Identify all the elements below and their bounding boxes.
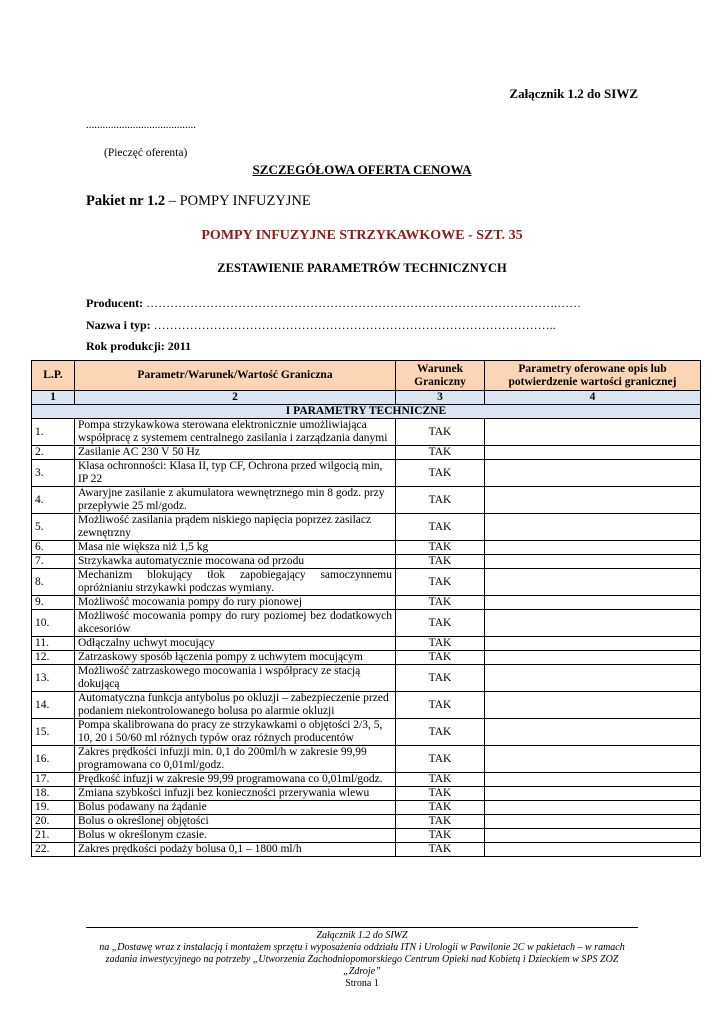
row-number: 2. xyxy=(32,446,75,460)
table-row xyxy=(32,555,701,569)
offered-value-cell xyxy=(485,446,701,460)
condition-value: TAK xyxy=(396,801,485,815)
table-row xyxy=(32,637,701,651)
parameter-text: Mechanizm blokujący tłok zapobiegający samoczynnemu opróżnianiu strzykawki podczas wymiany. xyxy=(75,569,396,596)
parameter-text: Bolus o określonej objętości xyxy=(75,815,396,829)
condition-value: TAK xyxy=(396,651,485,665)
offered-value-cell xyxy=(485,773,701,787)
offered-value-cell xyxy=(485,419,701,446)
row-number: 12. xyxy=(32,651,75,665)
condition-value: TAK xyxy=(396,746,485,773)
row-number: 15. xyxy=(32,719,75,746)
table-row xyxy=(32,746,701,773)
header-condition: Warunek Graniczny xyxy=(396,361,485,391)
production-year-field xyxy=(86,339,191,354)
offered-value-cell xyxy=(485,787,701,801)
parameter-text: Zakres prędkości infuzji min. 0,1 do 200ml/h w zakresie 99,99 programowana co 0,01ml/godz. xyxy=(75,746,396,773)
condition-value: TAK xyxy=(396,719,485,746)
offered-value-cell xyxy=(485,514,701,541)
offered-value-cell xyxy=(485,829,701,843)
table-row xyxy=(32,787,701,801)
producer-label: Producent: xyxy=(86,296,144,310)
condition-value: TAK xyxy=(396,541,485,555)
row-number: 19. xyxy=(32,801,75,815)
condition-value: TAK xyxy=(396,829,485,843)
page-footer xyxy=(86,930,638,990)
name-type-label: Nazwa i typ: xyxy=(86,318,151,332)
parameter-text: Prędkość infuzji w zakresie 99,99 programowana co 0,01ml/godz. xyxy=(75,773,396,787)
offered-value-cell xyxy=(485,719,701,746)
offered-value-cell xyxy=(485,555,701,569)
row-number: 14. xyxy=(32,692,75,719)
condition-value: TAK xyxy=(396,610,485,637)
parameter-text: Pompa skalibrowana do pracy ze strzykawkami o objętości 2/3, 5, 10, 20 i 50/60 ml różnych typów oraz różnych producentów xyxy=(75,719,396,746)
parameter-text: Możliwość zatrzaskowego mocowania i współpracy ze stacją dokującą xyxy=(75,665,396,692)
table-row xyxy=(32,446,701,460)
table-row xyxy=(32,569,701,596)
table-row xyxy=(32,514,701,541)
header-offered: Parametry oferowane opis lub potwierdzenie wartości granicznej xyxy=(485,361,701,391)
offered-value-cell xyxy=(485,801,701,815)
row-number: 11. xyxy=(32,637,75,651)
offered-value-cell xyxy=(485,487,701,514)
parameter-text: Zakres prędkości podaży bolusa 0,1 – 1800 ml/h xyxy=(75,843,396,857)
offered-value-cell xyxy=(485,665,701,692)
table-row xyxy=(32,692,701,719)
stamp-label: (Pieczęć oferenta) xyxy=(104,147,188,159)
column-number-row xyxy=(32,391,701,405)
footer-annex: Załącznik 1.2 do SIWZ xyxy=(316,930,408,941)
condition-value: TAK xyxy=(396,596,485,610)
row-number: 18. xyxy=(32,787,75,801)
offered-value-cell xyxy=(485,460,701,487)
section-row xyxy=(32,405,701,419)
condition-value: TAK xyxy=(396,460,485,487)
column-number: 4 xyxy=(485,391,701,405)
package-title xyxy=(86,193,311,210)
parameters-table xyxy=(31,360,701,857)
condition-value: TAK xyxy=(396,555,485,569)
condition-value: TAK xyxy=(396,692,485,719)
row-number: 6. xyxy=(32,541,75,555)
parameter-text: Automatyczna funkcja antybolus po okluzji – zabezpieczenie przed podaniem niekontrolowanego bolusa po alarmie okluzji xyxy=(75,692,396,719)
parameter-text: Strzykawka automatycznie mocowana od przodu xyxy=(75,555,396,569)
table-row xyxy=(32,843,701,857)
column-number: 3 xyxy=(396,391,485,405)
row-number: 16. xyxy=(32,746,75,773)
pumps-title: POMPY INFUZYJNE STRZYKAWKOWE - SZT. 35 xyxy=(201,228,523,243)
condition-value: TAK xyxy=(396,843,485,857)
package-name: – POMPY INFUZYJNE xyxy=(165,193,311,209)
parameter-text: Pompa strzykawkowa sterowana elektronicznie umożliwiająca współpracę z systemem centralnego zasilania i zarządzania danymi xyxy=(75,419,396,446)
offered-value-cell xyxy=(485,610,701,637)
name-type-dots: ……………………………………………………………………………………….. xyxy=(150,318,556,332)
row-number: 20. xyxy=(32,815,75,829)
offered-value-cell xyxy=(485,692,701,719)
row-number: 17. xyxy=(32,773,75,787)
production-year-label: Rok produkcji: 2011 xyxy=(86,339,192,353)
offered-value-cell xyxy=(485,637,701,651)
parameter-text: Zatrzaskowy sposób łączenia pompy z uchwytem mocującym xyxy=(75,651,396,665)
parameter-text: Odłączalny uchwyt mocujący xyxy=(75,637,396,651)
row-number: 5. xyxy=(32,514,75,541)
table-row xyxy=(32,815,701,829)
row-number: 9. xyxy=(32,596,75,610)
parameter-text: Bolus podawany na żądanie xyxy=(75,801,396,815)
offered-value-cell xyxy=(485,541,701,555)
row-number: 7. xyxy=(32,555,75,569)
table-row xyxy=(32,487,701,514)
table-row xyxy=(32,665,701,692)
condition-value: TAK xyxy=(396,815,485,829)
offer-title: SZCZEGÓŁOWA OFERTA CENOWA xyxy=(252,162,472,177)
offered-value-cell xyxy=(485,843,701,857)
condition-value: TAK xyxy=(396,665,485,692)
parameter-text: Klasa ochronności: Klasa II, typ CF, Ochrona przed wilgocią min, IP 22 xyxy=(75,460,396,487)
header-lp: L.P. xyxy=(32,361,75,391)
header-parameter: Parametr/Warunek/Wartość Graniczna xyxy=(75,361,396,391)
package-prefix: Pakiet nr 1.2 xyxy=(86,193,166,209)
table-row xyxy=(32,419,701,446)
condition-value: TAK xyxy=(396,487,485,514)
offered-value-cell xyxy=(485,815,701,829)
row-number: 8. xyxy=(32,569,75,596)
table-header-row xyxy=(32,361,701,391)
table-row xyxy=(32,651,701,665)
condition-value: TAK xyxy=(396,787,485,801)
footer-divider xyxy=(86,927,638,928)
producer-dots: ………………………………………………………………………………………….…… xyxy=(143,296,582,310)
table-row xyxy=(32,829,701,843)
table-row xyxy=(32,801,701,815)
stamp-dotted-line: ........................................ xyxy=(86,119,196,131)
name-type-field xyxy=(86,318,556,333)
row-number: 13. xyxy=(32,665,75,692)
table-row xyxy=(32,596,701,610)
params-title: ZESTAWIENIE PARAMETRÓW TECHNICZNYCH xyxy=(217,261,507,275)
parameter-text: Możliwość mocowania pompy do rury pionowej xyxy=(75,596,396,610)
condition-value: TAK xyxy=(396,773,485,787)
table-row xyxy=(32,460,701,487)
producer-field xyxy=(86,296,581,311)
parameter-text: Awaryjne zasilanie z akumulatora wewnętrznego min 8 godz. przy przepływie 25 ml/godz. xyxy=(75,487,396,514)
row-number: 10. xyxy=(32,610,75,637)
page-number: Strona 1 xyxy=(345,978,379,989)
table-row xyxy=(32,610,701,637)
column-number: 1 xyxy=(32,391,75,405)
parameter-text: Masa nie większa niż 1,5 kg xyxy=(75,541,396,555)
condition-value: TAK xyxy=(396,446,485,460)
row-number: 3. xyxy=(32,460,75,487)
condition-value: TAK xyxy=(396,419,485,446)
footer-description: na „Dostawę wraz z instalacją i montażem sprzętu i wyposażenia oddziału ITN i Urologii w Pawilonie 2C w pakietach – w ramach zadania inwestycyjnego na potrzeby „Utworzenia Zachodniopomorskiego Centrum Opieki nad Kobietą i Dzieckiem w SPS ZOZ „Zdroje” xyxy=(99,942,625,977)
row-number: 21. xyxy=(32,829,75,843)
row-number: 1. xyxy=(32,419,75,446)
parameter-text: Możliwość zasilania prądem niskiego napięcia poprzez zasilacz zewnętrzny xyxy=(75,514,396,541)
row-number: 4. xyxy=(32,487,75,514)
parameter-text: Możliwość mocowania pompy do rury poziomej bez dodatkowych akcesoriów xyxy=(75,610,396,637)
row-number: 22. xyxy=(32,843,75,857)
offered-value-cell xyxy=(485,651,701,665)
parameter-text: Zasilanie AC 230 V 50 Hz xyxy=(75,446,396,460)
annex-label: Załącznik 1.2 do SIWZ xyxy=(509,86,638,101)
condition-value: TAK xyxy=(396,514,485,541)
table-row xyxy=(32,541,701,555)
section-title: I PARAMETRY TECHNICZNE xyxy=(32,405,701,419)
table-row xyxy=(32,773,701,787)
condition-value: TAK xyxy=(396,569,485,596)
offered-value-cell xyxy=(485,596,701,610)
offered-value-cell xyxy=(485,746,701,773)
parameter-text: Bolus w określonym czasie. xyxy=(75,829,396,843)
column-number: 2 xyxy=(75,391,396,405)
condition-value: TAK xyxy=(396,637,485,651)
parameter-text: Zmiana szybkości infuzji bez konieczności przerywania wlewu xyxy=(75,787,396,801)
table-row xyxy=(32,719,701,746)
offered-value-cell xyxy=(485,569,701,596)
